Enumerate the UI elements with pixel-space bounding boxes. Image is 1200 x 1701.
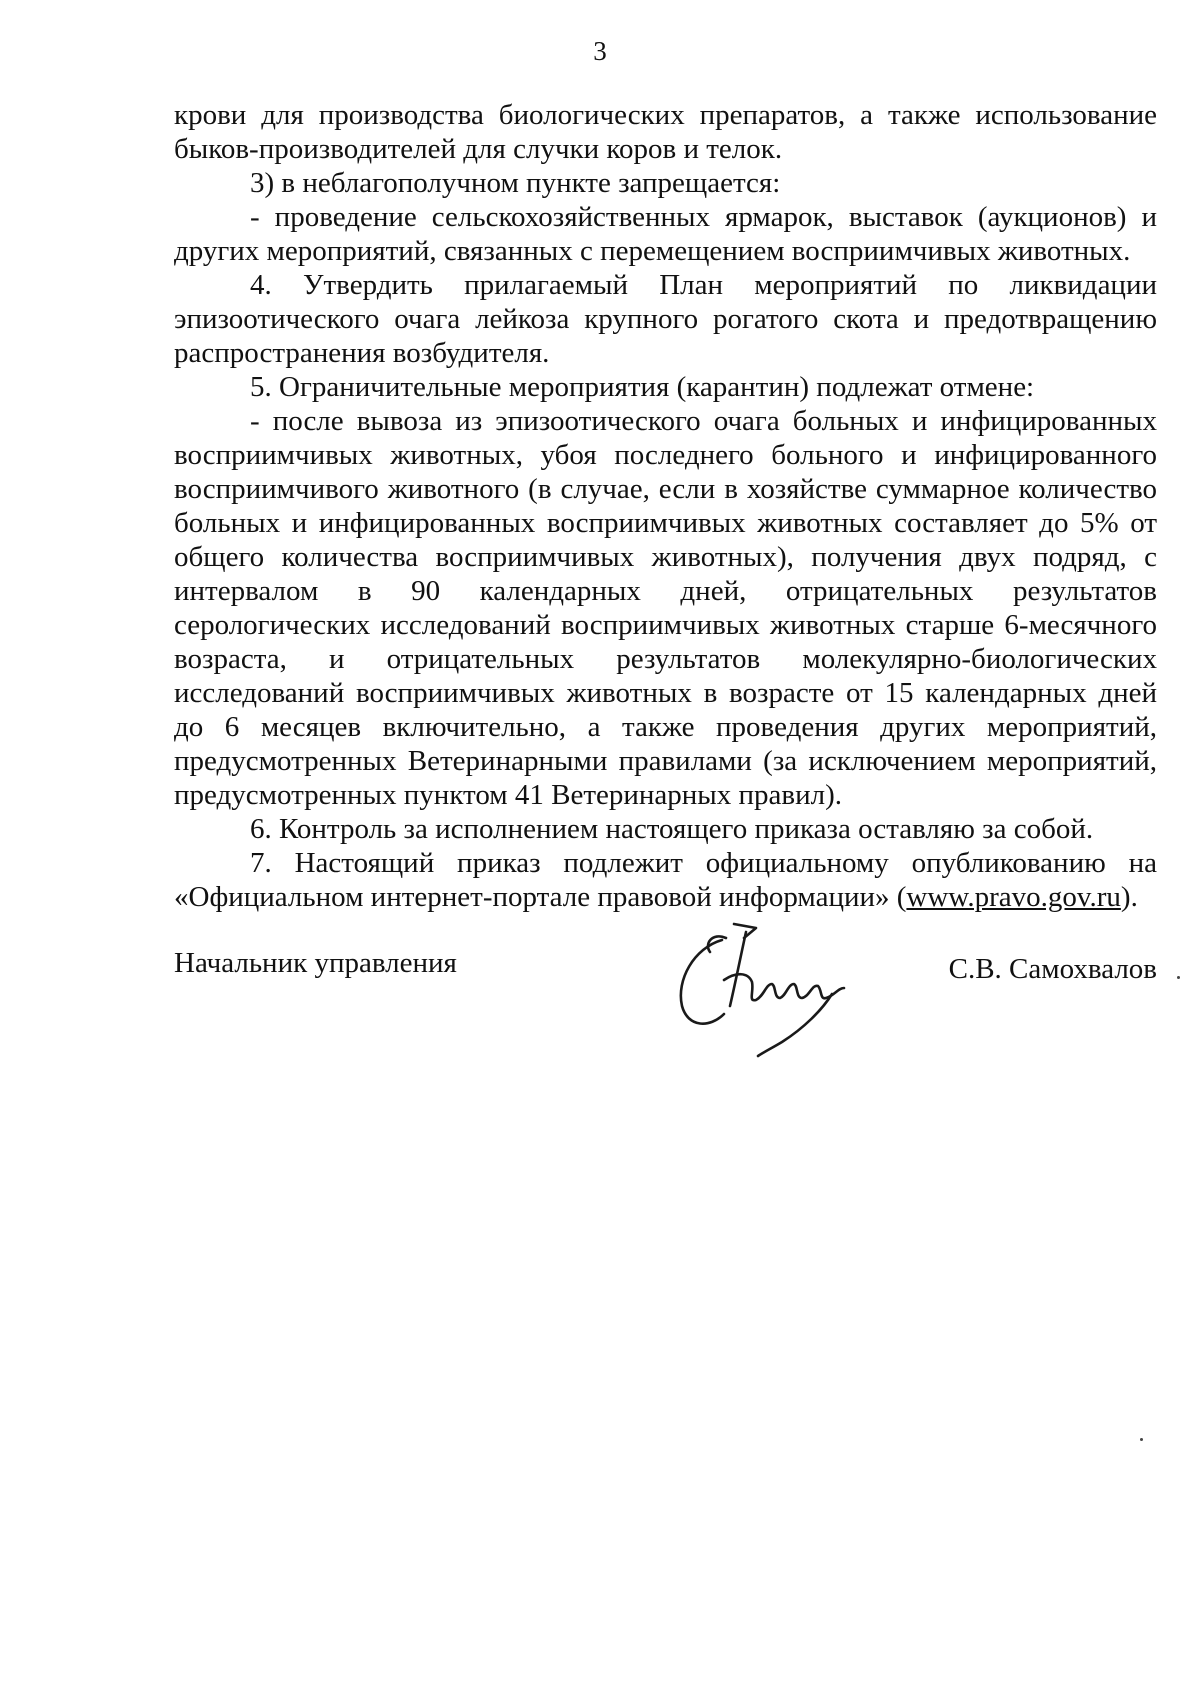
document-body bbox=[174, 98, 1157, 914]
paragraph-5-quarantine-cancel: 5. Ограничительные мероприятия (карантин) подлежат отмене: bbox=[250, 371, 1035, 403]
paragraph-continuation-line-1: крови для производства биологических препаратов, а также использование bbox=[174, 99, 1157, 131]
signatory-name: С.В. Самохвалов bbox=[948, 953, 1157, 985]
paragraph-continuation-line-2: быков-производителей для случки коров и телок. bbox=[174, 133, 783, 165]
paragraph-6-control: 6. Контроль за исполнением настоящего приказа оставляю за собой. bbox=[250, 813, 1094, 845]
paragraph-3-prohibited: 3) в неблагополучном пункте запрещается: bbox=[250, 167, 781, 199]
signature-block bbox=[174, 932, 1157, 1052]
paragraph-fairs-ban: - проведение сельскохозяйственных ярмарок, выставок (аукционов) и других мероприятий, связанных с перемещением восприимчивых животных. bbox=[174, 201, 1157, 267]
page-number: 3 bbox=[593, 36, 607, 66]
paragraph-4-approve-plan: 4. Утвердить прилагаемый План мероприятий по ликвидации эпизоотического очага лейкоза крупного рогатого скота и предотвращению распространения возбудителя. bbox=[174, 269, 1157, 369]
paragraph-7-publication bbox=[174, 846, 1157, 914]
paragraph-quarantine-conditions: - после вывоза из эпизоотического очага больных и инфицированных восприимчивых животных, убоя последнего больного и инфицированного восприимчивого животного (в случае, если в хозяйстве суммарное количество больных и инфицированных восприимчивых животных составляет до 5% от общего количества восприимчивых животных), получения двух подряд, с интервалом в 90 календарных дней, отрицательных результатов серологических исследований восприимчивых животных старше 6-месячного возраста, и отрицательных результатов молекулярно-биологических исследований восприимчивых животных в возрасте от 15 календарных дней до 6 месяцев включительно, а также проведения других мероприятий, предусмотренных Ветеринарными правилами (за исключением мероприятий, предусмотренных пунктом 41 Ветеринарных правил). bbox=[174, 405, 1157, 811]
signatory-title: Начальник управления bbox=[174, 947, 457, 979]
scan-speck bbox=[1177, 976, 1180, 979]
publication-text: 7. Настоящий приказ подлежит официальному опубликованию на «Официальном интернет-портале правовой информации» ( bbox=[174, 847, 1157, 913]
handwritten-signature bbox=[664, 910, 864, 1060]
publication-link[interactable]: www.pravo.gov.ru bbox=[906, 881, 1121, 913]
scan-speck bbox=[1140, 1438, 1143, 1441]
publication-tail: ). bbox=[1120, 881, 1138, 913]
